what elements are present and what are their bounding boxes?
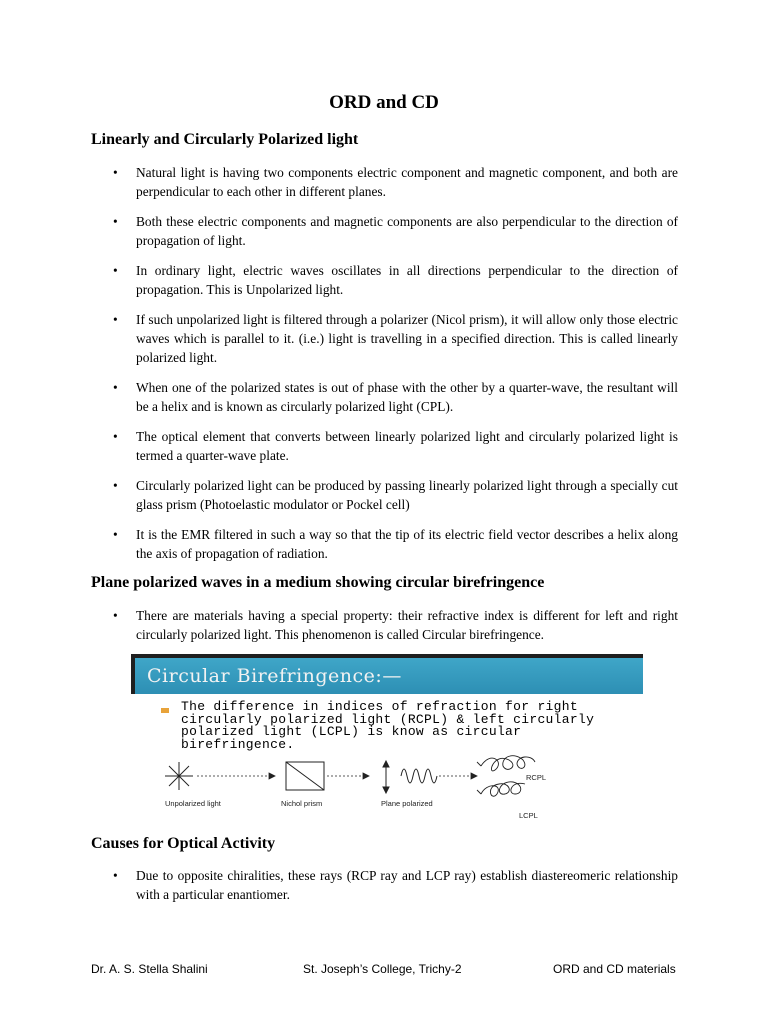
list-item: • Natural light is having two components electric component and magnetic component, and both are perpendicular to each other in different planes. — [113, 163, 678, 201]
circular-birefringence-figure — [131, 654, 643, 822]
plane-polarized-label: Plane polarized — [381, 799, 433, 808]
section-heading-circular-birefringence: Plane polarized waves in a medium showing circular birefringence — [91, 574, 545, 591]
arrow-icon — [327, 773, 369, 779]
figure-text: The difference in indices of refraction for right circularly polarized light (RCPL) & left circularly polarized light (LCPL) is know as circular birefringence. — [181, 699, 595, 752]
arrow-icon — [439, 773, 477, 779]
list-item: • Due to opposite chiralities, these rays (RCP ray and LCP ray) establish diastereomeric relationship with a particular enantiomer. — [113, 866, 678, 904]
list-item: • Circularly polarized light can be produced by passing linearly polarized light through a specially cut glass prism (Photoelastic modulator or Pockel cell) — [113, 476, 678, 514]
bullet-list-optical-activity — [113, 866, 678, 915]
unpolarized-light-icon — [165, 762, 193, 790]
nichol-prism-icon — [286, 762, 324, 790]
figure-banner-title: Circular Birefringence:— — [147, 665, 402, 687]
wave-icon — [401, 769, 437, 783]
rcpl-helix-icon — [477, 756, 535, 771]
arrow-icon — [197, 773, 275, 779]
unpolarized-light-label: Unpolarized light — [165, 799, 221, 808]
figure-banner — [131, 654, 643, 694]
footer-college: St. Joseph’s College, Trichy-2 — [303, 962, 462, 976]
footer-subject: ORD and CD materials — [553, 962, 676, 976]
figure-bullet-icon — [161, 708, 169, 713]
birefringence-diagram — [131, 750, 643, 822]
list-item: • In ordinary light, electric waves oscillates in all directions perpendicular to the direction of propagation. This is Unpolarized light. — [113, 261, 678, 299]
plane-polarized-icon — [383, 761, 389, 793]
bullet-list-polarized-light — [113, 163, 678, 574]
bullet-list-circular-birefringence — [113, 606, 678, 655]
list-item: • When one of the polarized states is out of phase with the other by a quarter-wave, the resultant will be a helix and is known as circularly polarized light (CPL). — [113, 378, 678, 416]
list-item: • It is the EMR filtered in such a way so that the tip of its electric field vector describes a helix along the axis of propagation of radiation. — [113, 525, 678, 563]
section-heading-optical-activity: Causes for Optical Activity — [91, 835, 276, 852]
page-title: ORD and CD — [329, 92, 439, 113]
list-item: • Both these electric components and magnetic components are also perpendicular to the direction of propagation of light. — [113, 212, 678, 250]
list-item: • There are materials having a special property: their refractive index is different for left and right circularly polarized light. This phenomenon is called Circular birefringence. — [113, 606, 678, 644]
rcpl-label: RCPL — [526, 773, 547, 782]
lcpl-label: LCPL — [519, 811, 538, 820]
footer-author: Dr. A. S. Stella Shalini — [91, 962, 208, 976]
list-item: • The optical element that converts between linearly polarized light and circularly polarized light is termed a quarter-wave plate. — [113, 427, 678, 465]
section-heading-polarized-light: Linearly and Circularly Polarized light — [91, 131, 359, 148]
lcpl-helix-icon — [477, 782, 525, 796]
list-item: • If such unpolarized light is filtered through a polarizer (Nicol prism), it will allow only those electric waves which is parallel to it. (i.e.) light is travelling in a specified direction. This is called linearly polarized light. — [113, 310, 678, 367]
nichol-prism-label: Nichol prism — [281, 799, 323, 808]
